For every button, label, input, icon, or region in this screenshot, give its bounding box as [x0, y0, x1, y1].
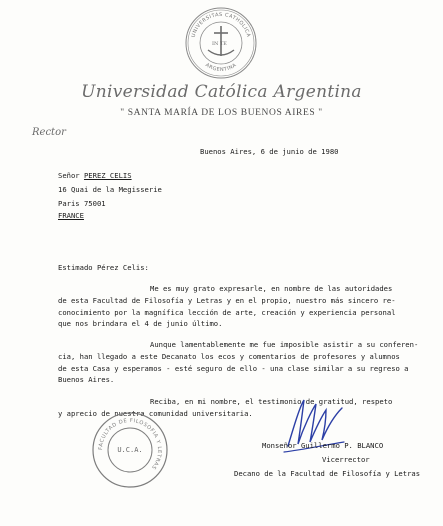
faculty-stamp-icon	[90, 410, 170, 490]
recipient-city: Paris 75001	[58, 199, 106, 208]
stamp-center-text: U.C.A.	[117, 446, 143, 454]
paragraph-3-line-2: y aprecio de nuestra comunidad universitaria.	[58, 409, 253, 418]
paragraph-2-line-2: cia, han llegado a este Decanato los ecos y comentarios de profesores y alumnos	[58, 352, 400, 361]
recipient-country: FRANCE	[58, 211, 84, 220]
svg-text:FACULTAD DE FILOSOFIA Y LETRAS	[98, 418, 162, 471]
signer-name: Monseñor Guillermo P. BLANCO	[262, 441, 384, 450]
paragraph-3-line-1: Reciba, en mi nombre, el testimonio de gratitud, respeto	[150, 397, 393, 406]
institution-motto: " SANTA MARÍA DE LOS BUENOS AIRES "	[120, 108, 323, 118]
signer-title-1: Vicerrector	[322, 455, 370, 464]
paragraph-1-line-1: Me es muy grato expresarle, en nombre de las autoridades	[150, 284, 393, 293]
university-seal-icon	[184, 6, 258, 80]
recipient-name: PEREZ CELIS	[83, 171, 132, 180]
svg-text:ARGENTINA: ARGENTINA	[204, 62, 238, 74]
stamp-ring-text: FACULTAD DE FILOSOFIA Y LETRAS	[97, 417, 163, 471]
office-label: Rector	[32, 127, 66, 138]
letter-date: Buenos Aires, 6 de junio de 1980	[200, 147, 339, 156]
paragraph-1-line-3: conocimiento por la magnífica lección de arte, creación y experiencia personal	[58, 308, 396, 317]
paragraph-2-line-4: Buenos Aires.	[58, 375, 115, 384]
salutation: Estimado Pérez Celis:	[58, 263, 149, 272]
recipient-honorific: Señor	[58, 171, 84, 180]
paragraph-2-line-1: Aunque lamentablemente me fue imposible asistir a su conferen-	[150, 340, 419, 349]
seal-inner-text: IN TE	[212, 41, 227, 47]
recipient-street: 16 Quai de la Megisserie	[58, 185, 162, 194]
institution-name: Universidad Católica Argentina	[81, 82, 362, 102]
signer-title-2: Decano de la Facultad de Filosofía y Letras	[234, 469, 421, 478]
recipient-name-line	[58, 171, 132, 181]
paragraph-1-line-4: que nos brindara el 4 de junio último.	[58, 319, 223, 328]
svg-text:UNIVERSITAS CATHOLICA: UNIVERSITAS CATHOLICA	[190, 11, 252, 39]
paragraph-1-line-2: de esta Facultad de Filosofía y Letras y en el propio, nuestro más sincero re-	[58, 296, 396, 305]
paragraph-2-line-3: de esta Casa y esperamos - esté seguro de ello - una clase similar a su regreso a	[58, 364, 409, 373]
